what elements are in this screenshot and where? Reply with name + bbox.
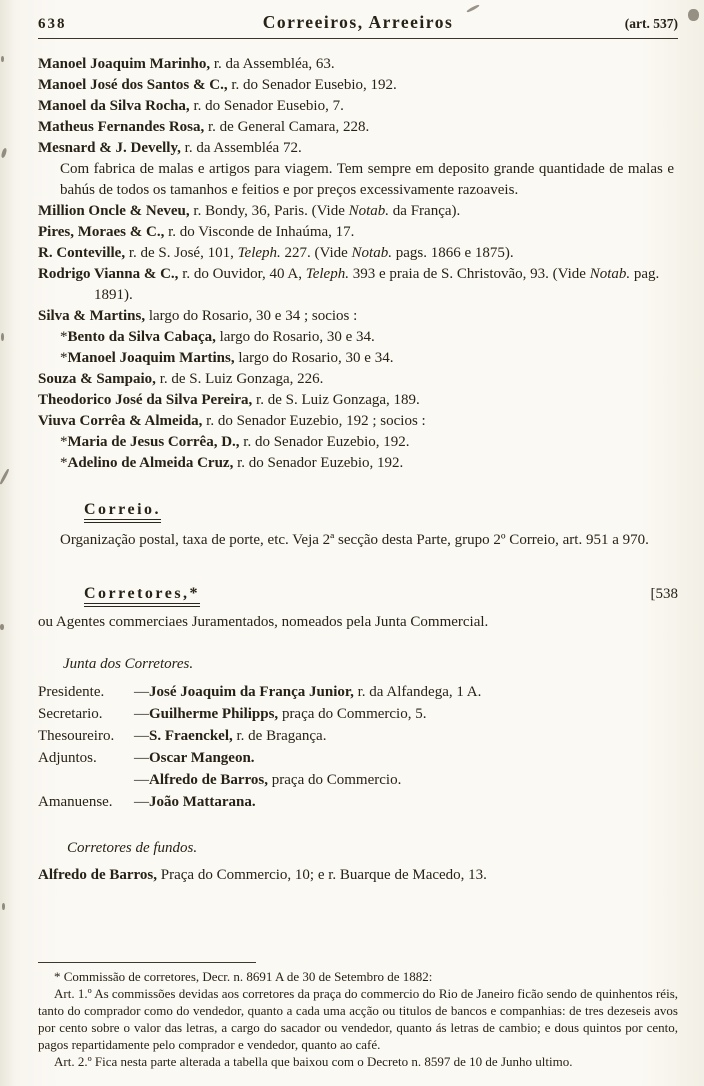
corretores-heading-row: [38, 551, 678, 612]
text-segment: *: [60, 455, 68, 471]
page-body: [38, 54, 678, 886]
footnote-paragraph: * Commissão de corretores, Decr. n. 8691 A de 30 de Setembro de 1882:: [54, 969, 433, 984]
text-segment: Alfredo de Barros,: [149, 772, 269, 788]
correio-heading-text: Correio.: [84, 501, 161, 523]
text-segment: Manoel Joaquim Martins,: [67, 350, 235, 366]
officer-role: [38, 769, 134, 791]
footnote-paragraph: Art. 2.º Fica nesta parte alterada a tabella que baixou com o Decreto n. 8597 de 10 de Junho ultimo.: [54, 1054, 573, 1069]
text-segment: Teleph.: [237, 245, 281, 261]
scan-artifact: [0, 624, 4, 630]
directory-entry: [38, 432, 678, 453]
text-segment: —: [134, 706, 149, 722]
text-segment: Guilherme Philipps,: [149, 706, 279, 722]
officer-role: Presidente.: [38, 684, 105, 700]
text-segment: r. de S. Luiz Gonzaga, 189.: [252, 392, 420, 408]
text-segment: r. da Assembléa, 63.: [210, 56, 335, 72]
entry-description: [38, 159, 678, 201]
scan-artifact: [1, 56, 4, 62]
directory-entries: [38, 54, 678, 474]
directory-entry: [38, 243, 678, 264]
text-segment: Oscar Mangeon.: [149, 750, 255, 766]
corretores-section: [38, 551, 678, 886]
text-segment: r. do Senador Eusebio, 192.: [227, 77, 397, 93]
officer-name: [134, 703, 678, 725]
text-segment: Theodorico José da Silva Pereira,: [38, 392, 253, 408]
correio-heading: [84, 499, 678, 520]
directory-entry: [38, 138, 678, 159]
officer-name: [134, 681, 678, 703]
text-segment: Teleph.: [305, 266, 349, 282]
officer-role: Secretario.: [38, 706, 103, 722]
directory-entry: [38, 75, 678, 96]
corretores-intro: ou Agentes commerciaes Juramentados, nomeados pela Junta Commercial.: [38, 614, 489, 630]
corretores-heading-text: Corretores,*: [84, 585, 200, 607]
text-segment: Alfredo de Barros,: [38, 867, 158, 883]
directory-entry: [38, 264, 678, 306]
text-segment: r. da Alfandega, 1 A.: [353, 684, 482, 700]
text-segment: Adelino de Almeida Cruz,: [67, 455, 234, 471]
officer-row: [38, 747, 678, 769]
footnote: [38, 962, 678, 1070]
article-ref: (art. 537): [624, 16, 678, 31]
text-segment: Notab.: [351, 245, 392, 261]
scan-artifact: [0, 468, 9, 484]
text-segment: Manoel da Silva Rocha,: [38, 98, 190, 114]
text-segment: Notab.: [348, 203, 390, 219]
scan-artifact: [688, 9, 699, 21]
text-segment: S. Fraenckel,: [149, 728, 233, 744]
directory-entry: [38, 453, 678, 474]
officer-row: [38, 769, 678, 791]
text-segment: r. do Senador Eusebio, 7.: [189, 98, 344, 114]
officer-row: [38, 725, 678, 747]
text-segment: R. Conteville,: [38, 245, 126, 261]
page-title: Correeiros, Arreeiros: [262, 12, 454, 32]
directory-entry: [38, 369, 678, 390]
text-segment: r. do Ouvidor, 40 A,: [178, 266, 306, 282]
footnote-paragraph: Art. 1.º As commissões devidas aos corretores da praça do commercio do Rio de Janeiro ficão sendo de quinhentos réis, tanto do comprador como do vendedor, quanto a cada uma acção ou titulos de bancos e companhias: de tres dezeseis avos por cento sobre o valor das letras, a cargo do sacador ou vendedor, quanto ás letras de cambio; e dous quintos por cento, pagos repartidamente pelo comprador e vendedor, quanto ao café.: [38, 986, 678, 1052]
directory-section: [38, 54, 678, 474]
officer-row: [38, 791, 678, 813]
officer-role: Amanuense.: [38, 794, 113, 810]
text-segment: Million Oncle & Neveu,: [38, 203, 190, 219]
text-segment: —: [134, 772, 149, 788]
footnote-paragraphs: [38, 968, 678, 1070]
directory-entry: [38, 411, 678, 432]
directory-entry: [38, 348, 678, 369]
directory-entry: [38, 327, 678, 348]
text-segment: 393 e praia de S. Christovão, 93. (Vide: [348, 266, 590, 282]
text-segment: praça do Commercio.: [268, 772, 402, 788]
junta-subheading: Junta dos Corretores.: [63, 656, 194, 672]
corretores-heading: [84, 583, 200, 604]
text-segment: r. do Visconde de Inhaúma, 17.: [164, 224, 355, 240]
directory-entry: [38, 306, 678, 327]
text-segment: r. do Senador Euzebio, 192.: [233, 455, 404, 471]
directory-entry: [38, 96, 678, 117]
text-segment: largo do Rosario, 30 e 34.: [215, 329, 375, 345]
directory-entry: [38, 201, 678, 222]
text-segment: r. do Senador Euzebio, 192 ; socios :: [202, 413, 426, 429]
text-segment: Praça do Commercio, 10; e r. Buarque de Macedo, 13.: [157, 867, 487, 883]
text-segment: da França).: [389, 203, 461, 219]
text-segment: *: [60, 350, 68, 366]
text-segment: Manoel Joaquim Marinho,: [38, 56, 211, 72]
text-segment: r. de S. José, 101,: [125, 245, 238, 261]
text-segment: largo do Rosario, 30 e 34 ; socios :: [145, 308, 358, 324]
text-segment: Matheus Fernandes Rosa,: [38, 119, 205, 135]
page-number: 638: [38, 16, 67, 32]
text-segment: —: [134, 728, 149, 744]
text-segment: —: [134, 794, 149, 810]
text-segment: r. do Senador Euzebio, 192.: [239, 434, 410, 450]
scan-artifact: [2, 903, 5, 910]
text-segment: r. da Assembléa 72.: [180, 140, 302, 156]
text-segment: r. de S. Luiz Gonzaga, 226.: [155, 371, 324, 387]
text-segment: José Joaquim da França Junior,: [149, 684, 354, 700]
officer-name: [134, 791, 678, 813]
officer-row: [38, 703, 678, 725]
margin-reference: [538: [650, 586, 678, 602]
text-segment: *: [60, 434, 68, 450]
header-rule: [38, 38, 678, 39]
officer-row: [38, 681, 678, 703]
text-segment: Pires, Moraes & C.,: [38, 224, 165, 240]
text-segment: pags. 1866 e 1875).: [391, 245, 514, 261]
scan-artifact: [1, 333, 4, 341]
text-segment: r. de Bragança.: [232, 728, 327, 744]
directory-entry: [38, 390, 678, 411]
directory-entry: [38, 222, 678, 243]
officer-name: [134, 769, 678, 791]
fundos-entries: [38, 865, 678, 886]
fundos-entry: [38, 865, 678, 886]
correio-body: Organização postal, taxa de porte, etc. Veja 2ª secção desta Parte, grupo 2º Correio, art. 951 a 970.: [60, 532, 649, 548]
officer-role: Adjuntos.: [38, 750, 97, 766]
text-segment: João Mattarana.: [149, 794, 256, 810]
text-segment: praça do Commercio, 5.: [278, 706, 427, 722]
text-segment: Silva & Martins,: [38, 308, 146, 324]
directory-entry: [38, 117, 678, 138]
text-segment: Manoel José dos Santos & C.,: [38, 77, 228, 93]
text-segment: Viuva Corrêa & Almeida,: [38, 413, 203, 429]
officers-list: [38, 681, 678, 813]
text-segment: —: [134, 684, 149, 700]
text-segment: Notab.: [589, 266, 631, 282]
page-header: [38, 12, 678, 33]
text-segment: Rodrigo Vianna & C.,: [38, 266, 179, 282]
text-segment: Mesnard & J. Develly,: [38, 140, 181, 156]
directory-entry: [38, 54, 678, 75]
scan-artifact: [1, 148, 8, 159]
text-segment: Maria de Jesus Corrêa, D.,: [67, 434, 240, 450]
correio-section: [38, 499, 678, 551]
text-segment: *: [60, 329, 68, 345]
text-segment: —: [134, 750, 149, 766]
footnote-rule: [38, 962, 256, 963]
text-segment: largo do Rosario, 30 e 34.: [234, 350, 394, 366]
text-segment: Souza & Sampaio,: [38, 371, 156, 387]
text-segment: r. Bondy, 36, Paris. (Vide: [189, 203, 349, 219]
text-segment: Bento da Silva Cabaça,: [67, 329, 216, 345]
officer-name: [134, 747, 678, 769]
text-segment: 227. (Vide: [280, 245, 352, 261]
text-segment: pag. 1891).: [94, 266, 660, 303]
text-segment: Com fabrica de malas e artigos para viagem. Tem sempre em deposito grande quantidade de malas e bahús de todos os tamanhos e feitios e por preços excessivamente razoaveis.: [60, 161, 674, 198]
fundos-subheading: Corretores de fundos.: [67, 840, 198, 856]
text-segment: r. de General Camara, 228.: [204, 119, 370, 135]
officer-role: Thesoureiro.: [38, 728, 115, 744]
officer-name: [134, 725, 678, 747]
